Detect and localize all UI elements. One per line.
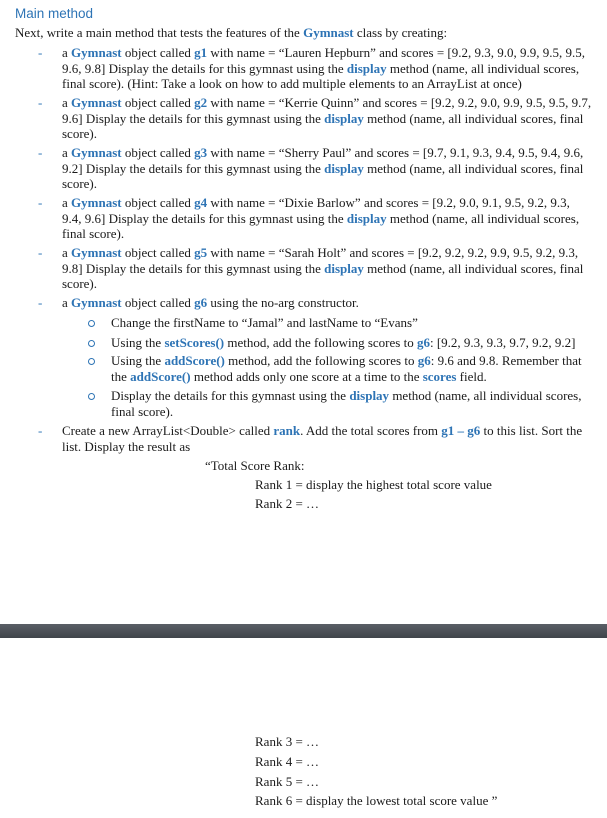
circle-bullet-icon: [88, 358, 95, 365]
intro-paragraph: Next, write a main method that tests the features of the Gymnast class by creating:: [15, 25, 448, 40]
document-page-2: [0, 638, 607, 818]
list-item-g6: a Gymnast object called g6 using the no-arg constructor.: [62, 295, 359, 310]
bullet-dash: -: [38, 245, 43, 260]
sub-item-change-name: Change the firstName to “Jamal” and lastName to “Evans”: [111, 315, 418, 330]
circle-bullet-icon: [88, 320, 95, 327]
section-heading: Main method: [15, 6, 94, 21]
output-rank-5: Rank 5 = …: [255, 774, 320, 789]
page-break-gap: [0, 624, 607, 638]
output-title: “Total Score Rank:: [205, 458, 305, 473]
sub-item-display: Display the details for this gymnast using the display method (name, all individual scores, final score).: [111, 388, 582, 419]
output-rank-6: Rank 6 = display the lowest total score value ”: [255, 793, 498, 808]
bullet-dash: -: [38, 45, 43, 60]
list-item-g4: a Gymnast object called g4 with name = “Dixie Barlow” and scores = [9.2, 9.0, 9.1, 9.5, 9.2, 9.3, 9.4, 9.6] Display the details for this gymnast using the display method (name, all individual scores, final score).: [62, 195, 580, 241]
sub-item-set-scores: Using the setScores() method, add the following scores to g6: [9.2, 9.3, 9.3, 9.7, 9.2, 9.2]: [111, 335, 576, 350]
bullet-dash: -: [38, 295, 43, 310]
list-item-g2: a Gymnast object called g2 with name = “Kerrie Quinn” and scores = [9.2, 9.2, 9.0, 9.9, 9.5, 9.5, 9.7, 9.6] Display the details for this gymnast using the display method (name, all individual scores, final score).: [62, 95, 592, 141]
bullet-dash: -: [38, 95, 43, 110]
list-item-rank: Create a new ArrayList<Double> called rank. Add the total scores from g1 – g6 to this list. Sort the list. Display the result as: [62, 423, 583, 454]
list-item-g5: a Gymnast object called g5 with name = “Sarah Holt” and scores = [9.2, 9.2, 9.2, 9.9, 9.5, 9.2, 9.3, 9.8] Display the details for this gymnast using the display method (name, all individual scores, final score).: [62, 245, 584, 291]
sub-item-add-score: Using the addScore() method, add the following scores to g6: 9.6 and 9.8. Remember that the addScore() method adds only one score at a time to the scores field.: [111, 353, 582, 384]
bullet-dash: -: [38, 145, 43, 160]
output-rank-4: Rank 4 = …: [255, 754, 320, 769]
bullet-dash: -: [38, 195, 43, 210]
list-item-g3: a Gymnast object called g3 with name = “Sherry Paul” and scores = [9.7, 9.1, 9.3, 9.4, 9.5, 9.4, 9.6, 9.2] Display the details for this gymnast using the display method (name, all individual scores, final score).: [62, 145, 584, 191]
output-rank-3: Rank 3 = …: [255, 734, 320, 749]
output-rank-2: Rank 2 = …: [255, 496, 320, 511]
output-rank-1: Rank 1 = display the highest total score value: [255, 477, 492, 492]
list-item-g1: a Gymnast object called g1 with name = “Lauren Hepburn” and scores = [9.2, 9.3, 9.0, 9.9, 9.5, 9.5, 9.6, 9.8] Display the details for this gymnast using the display method (name, all individual scores, final score). (Hint: Take a look on how to add multiple elements to an ArrayList at once): [62, 45, 586, 91]
bullet-dash: -: [38, 423, 43, 438]
circle-bullet-icon: [88, 393, 95, 400]
circle-bullet-icon: [88, 340, 95, 347]
